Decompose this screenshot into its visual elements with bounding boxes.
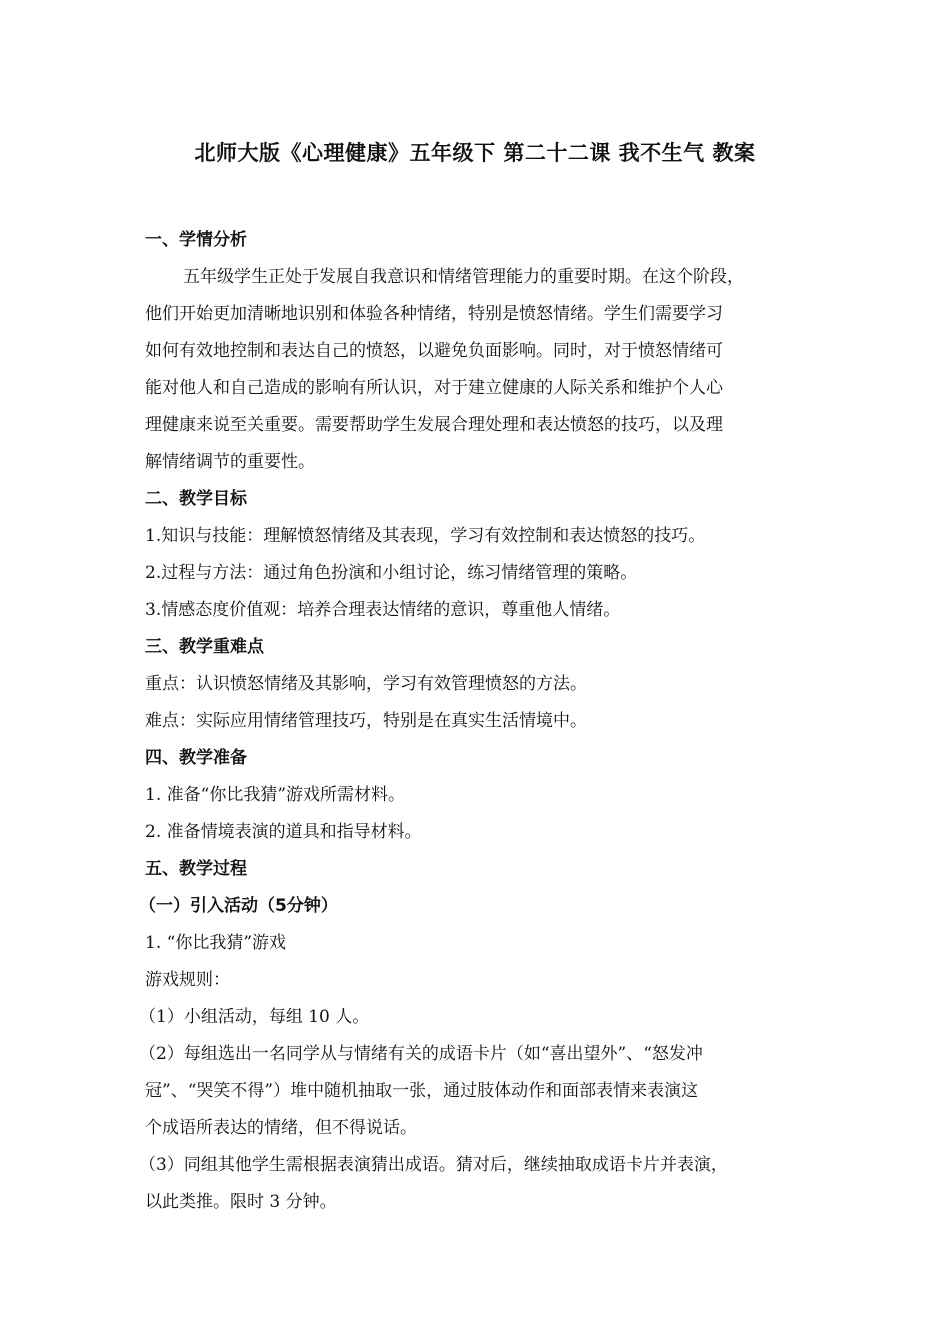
paragraph-line: 个成语所表达的情绪，但不得说话。 <box>145 1118 417 1138</box>
paragraph-line: 冠”、“哭笑不得”）堆中随机抽取一张，通过肢体动作和面部表情来表演这 <box>145 1081 699 1101</box>
list-item: 2.过程与方法：通过角色扮演和小组讨论，练习情绪管理的策略。 <box>145 563 638 583</box>
section-heading-prep: 四、教学准备 <box>145 748 247 768</box>
section-heading-process: 五、教学过程 <box>145 859 247 879</box>
list-item: 重点：认识愤怒情绪及其影响，学习有效管理愤怒的方法。 <box>145 674 587 694</box>
list-item: 难点：实际应用情绪管理技巧，特别是在真实生活情境中。 <box>145 711 587 731</box>
paragraph-line: 1. “你比我猜”游戏 <box>145 933 287 953</box>
paragraph-line: 能对他人和自己造成的影响有所认识，对于建立健康的人际关系和维护个人心 <box>145 378 723 398</box>
paragraph-line: 解情绪调节的重要性。 <box>145 452 315 472</box>
section-heading-keypoints: 三、教学重难点 <box>145 637 264 657</box>
paragraph-line: （3）同组其他学生需根据表演猜出成语。猜对后，继续抽取成语卡片并表演， <box>139 1155 728 1175</box>
paragraph-line: 以此类推。限时 3 分钟。 <box>145 1192 337 1212</box>
paragraph-line: 他们开始更加清晰地识别和体验各种情绪，特别是愤怒情绪。学生们需要学习 <box>145 304 723 324</box>
list-item: 3.情感态度价值观：培养合理表达情绪的意识，尊重他人情绪。 <box>145 600 621 620</box>
paragraph-line: （1）小组活动，每组 10 人。 <box>139 1007 370 1027</box>
document-title: 北师大版《心理健康》五年级下 第二十二课 我不生气 教案 <box>194 141 756 165</box>
list-item: 1.知识与技能：理解愤怒情绪及其表现，学习有效控制和表达愤怒的技巧。 <box>145 526 706 546</box>
paragraph-line: 如何有效地控制和表达自己的愤怒，以避免负面影响。同时，对于愤怒情绪可 <box>145 341 723 361</box>
section-heading-analysis: 一、学情分析 <box>145 230 247 250</box>
paragraph-line: 游戏规则： <box>145 970 230 990</box>
subsection-heading-intro: （一）引入活动（5分钟） <box>139 896 338 916</box>
paragraph-line: 理健康来说至关重要。需要帮助学生发展合理处理和表达愤怒的技巧，以及理 <box>145 415 723 435</box>
document-body <box>139 222 807 1221</box>
list-item: 1. 准备“你比我猜”游戏所需材料。 <box>145 785 406 805</box>
paragraph-line: （2）每组选出一名同学从与情绪有关的成语卡片（如“喜出望外”、“怒发冲 <box>139 1044 703 1064</box>
paragraph-line: 五年级学生正处于发展自我意识和情绪管理能力的重要时期。在这个阶段， <box>183 267 744 287</box>
list-item: 2. 准备情境表演的道具和指导材料。 <box>145 822 422 842</box>
section-heading-goals: 二、教学目标 <box>145 489 247 509</box>
